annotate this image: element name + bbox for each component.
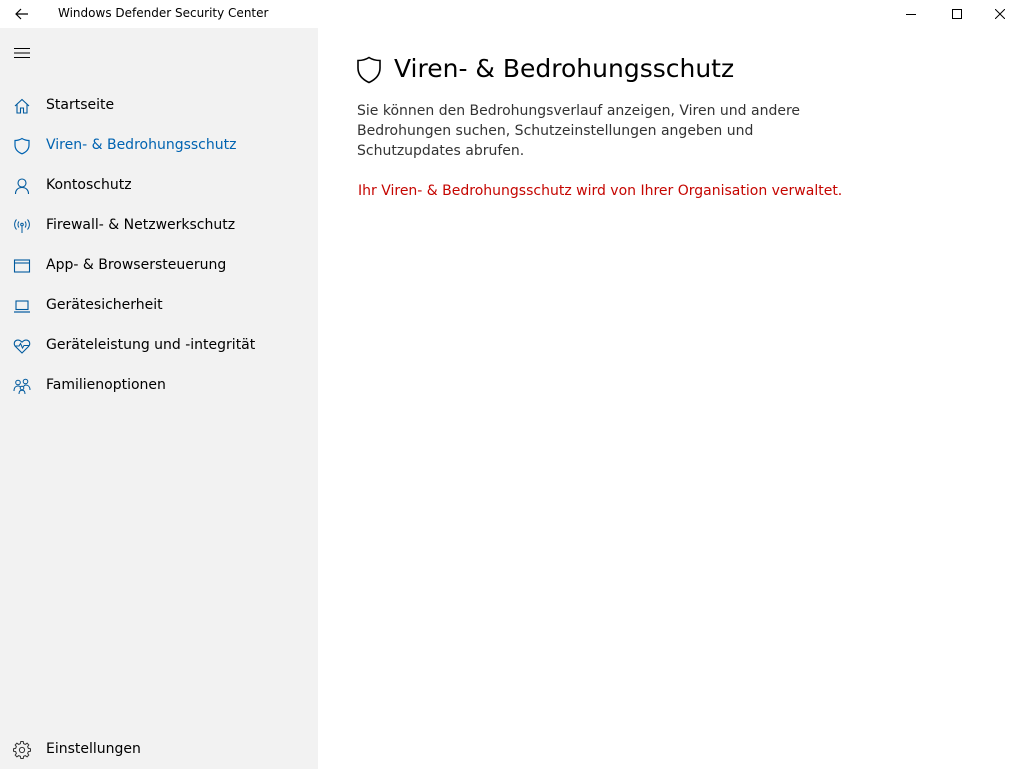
- sidebar-nav: [0, 86, 318, 406]
- sidebar-item-familienoptionen[interactable]: [0, 366, 318, 406]
- back-button[interactable]: [0, 0, 44, 28]
- family-icon: [12, 376, 32, 396]
- close-button[interactable]: [980, 0, 1020, 28]
- sidebar: [0, 28, 318, 769]
- shield-icon: [356, 56, 382, 84]
- sidebar-item-label: Familienoptionen: [46, 377, 166, 393]
- sidebar-item-label: App- & Browsersteuerung: [46, 257, 227, 273]
- sidebar-item-kontoschutz[interactable]: [0, 166, 318, 206]
- sidebar-item-startseite[interactable]: [0, 86, 318, 126]
- heart-pulse-icon: [12, 336, 32, 356]
- sidebar-item-geraeteleistung-integritaet[interactable]: [0, 326, 318, 366]
- page-header: [356, 54, 976, 90]
- sidebar-item-label: Startseite: [46, 97, 115, 113]
- sidebar-item-viren-bedrohungsschutz[interactable]: [0, 126, 318, 166]
- back-arrow-icon: [15, 8, 29, 20]
- window-title: Windows Defender Security Center: [58, 6, 269, 20]
- maximize-button[interactable]: [934, 0, 980, 28]
- home-icon: [12, 96, 32, 116]
- hamburger-icon: [14, 47, 30, 59]
- sidebar-item-label: Kontoschutz: [46, 177, 132, 193]
- sidebar-item-geraetesicherheit[interactable]: [0, 286, 318, 326]
- browser-window-icon: [12, 256, 32, 276]
- sidebar-item-label: Gerätesicherheit: [46, 297, 163, 313]
- minimize-icon: [906, 9, 916, 19]
- sidebar-item-firewall-netzwerkschutz[interactable]: [0, 206, 318, 246]
- sidebar-item-einstellungen[interactable]: [0, 730, 318, 769]
- main-content: [318, 28, 1020, 769]
- sidebar-item-label: Einstellungen: [46, 741, 141, 757]
- minimize-button[interactable]: [888, 0, 934, 28]
- antenna-icon: [12, 216, 32, 236]
- sidebar-item-label: Firewall- & Netzwerkschutz: [46, 217, 236, 233]
- gear-icon: [12, 740, 32, 760]
- maximize-icon: [952, 9, 962, 19]
- close-icon: [995, 9, 1005, 19]
- sidebar-item-label: Viren- & Bedrohungsschutz: [46, 137, 237, 153]
- hamburger-menu-button[interactable]: [0, 36, 44, 70]
- managed-by-organization-notice: Ihr Viren- & Bedrohungsschutz wird von Ihrer Organisation verwaltet.: [358, 183, 843, 199]
- shield-icon: [12, 136, 32, 156]
- title-bar: [0, 0, 1020, 28]
- person-icon: [12, 176, 32, 196]
- page-title: Viren- & Bedrohungsschutz: [394, 54, 735, 83]
- sidebar-item-app-browsersteuerung[interactable]: [0, 246, 318, 286]
- laptop-icon: [12, 296, 32, 316]
- page-description: Sie können den Bedrohungsverlauf anzeigen, Viren und andere Bedrohungen suchen, Schutzeinstellungen angeben und Schutzupdates abrufen.: [357, 103, 801, 159]
- sidebar-item-label: Geräteleistung und -integrität: [46, 337, 256, 353]
